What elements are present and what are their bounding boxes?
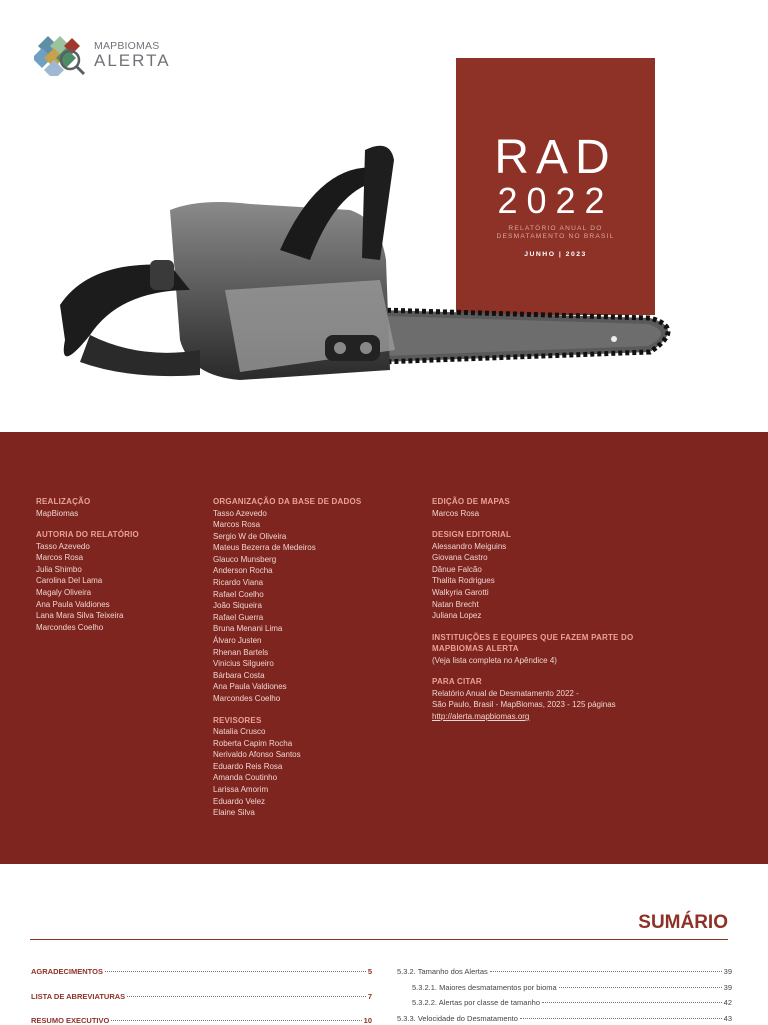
credits-item: Lana Mara Silva Teixeira xyxy=(36,611,124,621)
credits-heading: EDIÇÃO DE MAPAS xyxy=(432,497,510,506)
credits-item: Sergio W de Oliveira xyxy=(213,531,287,541)
credits-heading: REVISORES xyxy=(213,715,262,725)
toc-leader xyxy=(559,987,722,988)
credits-heading: INSTITUIÇÕES E EQUIPES QUE FAZEM PARTE DO MAPBIOMAS ALERTA xyxy=(432,632,634,654)
mapbiomas-alerta-logo xyxy=(34,34,169,76)
toc-entry[interactable] xyxy=(412,983,732,992)
credits-item: Nerivaldo Afonso Santos xyxy=(213,750,301,760)
toc-entry-label: 5.3.2.1. Maiores desmatamentos por bioma xyxy=(412,983,557,992)
toc-leader xyxy=(111,1020,361,1021)
credits-item: Ana Paula Valdiones xyxy=(213,682,287,692)
credits-panel xyxy=(0,432,768,864)
toc-leader xyxy=(542,1002,722,1003)
toc-entry-page: 7 xyxy=(367,992,372,1001)
credits-heading: AUTORIA DO RELATÓRIO xyxy=(36,530,139,540)
credits-item: (Veja lista completa no Apêndice 4) xyxy=(432,655,557,665)
toc-entry[interactable] xyxy=(397,967,732,976)
toc-entry[interactable] xyxy=(31,967,372,976)
toc-entry[interactable] xyxy=(397,1014,732,1023)
credits-item: Ana Paula Valdiones xyxy=(36,599,110,609)
credits-column-3 xyxy=(432,496,662,723)
credits-item: Thalita Rodrigues xyxy=(432,576,495,586)
credits-item: Glauco Munsberg xyxy=(213,554,277,564)
credits-item: Ricardo Viana xyxy=(213,578,264,588)
citation-link[interactable]: http://alerta.mapbiomas.org xyxy=(432,712,530,722)
credits-item: Rafael Guerra xyxy=(213,612,264,622)
credits-item: Álvaro Justen xyxy=(213,636,262,646)
credits-item: Walkyria Garotti xyxy=(432,587,489,597)
credits-item: Roberta Capim Rocha xyxy=(213,738,293,748)
chainsaw-illustration xyxy=(50,140,690,390)
credits-item: Bárbara Costa xyxy=(213,670,265,680)
credits-item: Larissa Amorim xyxy=(213,785,269,795)
credits-column-2 xyxy=(213,496,413,819)
credits-item: Marcos Rosa xyxy=(432,508,480,518)
credits-item: Marcos Rosa xyxy=(213,520,261,530)
logo-text-mapbiomas: MAPBIOMAS xyxy=(94,40,160,52)
report-subtitle: RELATÓRIO ANUAL DO DESMATAMENTO NO BRASIL xyxy=(496,225,615,240)
toc-entry-page: 42 xyxy=(723,998,732,1007)
toc-entry-label: 5.3.3. Velocidade do Desmatamento xyxy=(397,1014,518,1023)
toc-entry-page: 43 xyxy=(723,1014,732,1023)
credits-item: Juliana Lopez xyxy=(432,611,482,621)
toc-leader xyxy=(490,971,722,972)
credits-heading: ORGANIZAÇÃO DA BASE DE DADOS xyxy=(213,497,362,506)
toc-entry-page: 39 xyxy=(723,967,732,976)
credits-item: Bruna Menani Lima xyxy=(213,624,283,634)
toc-entry-label: 5.3.2.2. Alertas por classe de tamanho xyxy=(412,998,540,1007)
toc-entry[interactable] xyxy=(412,998,732,1007)
credits-item: Giovana Castro xyxy=(432,553,488,563)
credits-item: Eduardo Velez xyxy=(213,796,266,806)
toc-entry-label: AGRADECIMENTOS xyxy=(31,967,103,976)
credits-item: Natan Brecht xyxy=(432,599,479,609)
toc-entry-label: 5.3.2. Tamanho dos Alertas xyxy=(397,967,488,976)
toc-entry-page: 10 xyxy=(363,1016,372,1025)
toc-leader xyxy=(127,996,366,997)
credits-item: Elaine Silva xyxy=(213,808,255,818)
credits-item: Tasso Azevedo xyxy=(213,508,267,518)
toc-leader xyxy=(105,971,366,972)
toc-entry-page: 5 xyxy=(367,967,372,976)
credits-item: Marcondes Coelho xyxy=(36,622,104,632)
credits-item: Anderson Rocha xyxy=(213,566,273,576)
credits-heading: PARA CITAR xyxy=(432,677,482,687)
credits-item: João Siqueira xyxy=(213,601,262,611)
logo-mosaic-icon xyxy=(34,34,92,76)
credits-item: MapBiomas xyxy=(36,508,79,518)
toc-entry-label: RESUMO EXECUTIVO xyxy=(31,1016,110,1025)
credits-item: Magaly Oliveira xyxy=(36,587,92,597)
credits-item: São Paulo, Brasil - MapBiomas, 2023 - 125 páginas xyxy=(432,700,616,710)
toc-entry[interactable] xyxy=(31,992,372,1001)
credits-heading: DESIGN EDITORIAL xyxy=(432,530,512,540)
report-year: 2022 xyxy=(497,180,614,221)
credits-item: Marcos Rosa xyxy=(36,553,84,563)
toc-entry-page: 39 xyxy=(723,983,732,992)
credits-item: Julia Shimbo xyxy=(36,564,82,574)
logo-text-alerta: ALERTA xyxy=(94,51,171,70)
credits-heading: REALIZAÇÃO xyxy=(36,497,91,506)
credits-item: Alessandro Meiguins xyxy=(432,541,507,551)
toc-title: SUMÁRIO xyxy=(638,912,728,933)
toc-divider xyxy=(30,939,728,940)
credits-column-1 xyxy=(36,496,196,633)
report-date: JUNHO | 2023 xyxy=(524,251,587,258)
credits-item: Relatório Anual de Desmatamento 2022 - xyxy=(432,688,579,698)
credits-item: Amanda Coutinho xyxy=(213,773,278,783)
credits-item: Vinicius Silgueiro xyxy=(213,659,274,669)
toc-leader xyxy=(520,1018,722,1019)
report-title: RAD xyxy=(494,131,617,184)
credits-item: Rafael Coelho xyxy=(213,589,264,599)
credits-item: Carolina Del Lama xyxy=(36,576,103,586)
credits-item: Marcondes Coelho xyxy=(213,694,281,703)
credits-item: Eduardo Reis Rosa xyxy=(213,761,283,771)
credits-item: Dânue Falcão xyxy=(432,564,482,574)
credits-item: Natalia Crusco xyxy=(213,727,266,737)
credits-item: Mateus Bezerra de Medeiros xyxy=(213,543,316,553)
credits-item: Rhenan Bartels xyxy=(213,647,269,657)
credits-item: Tasso Azevedo xyxy=(36,541,90,551)
toc-entry-label: LISTA DE ABREVIATURAS xyxy=(31,992,126,1001)
